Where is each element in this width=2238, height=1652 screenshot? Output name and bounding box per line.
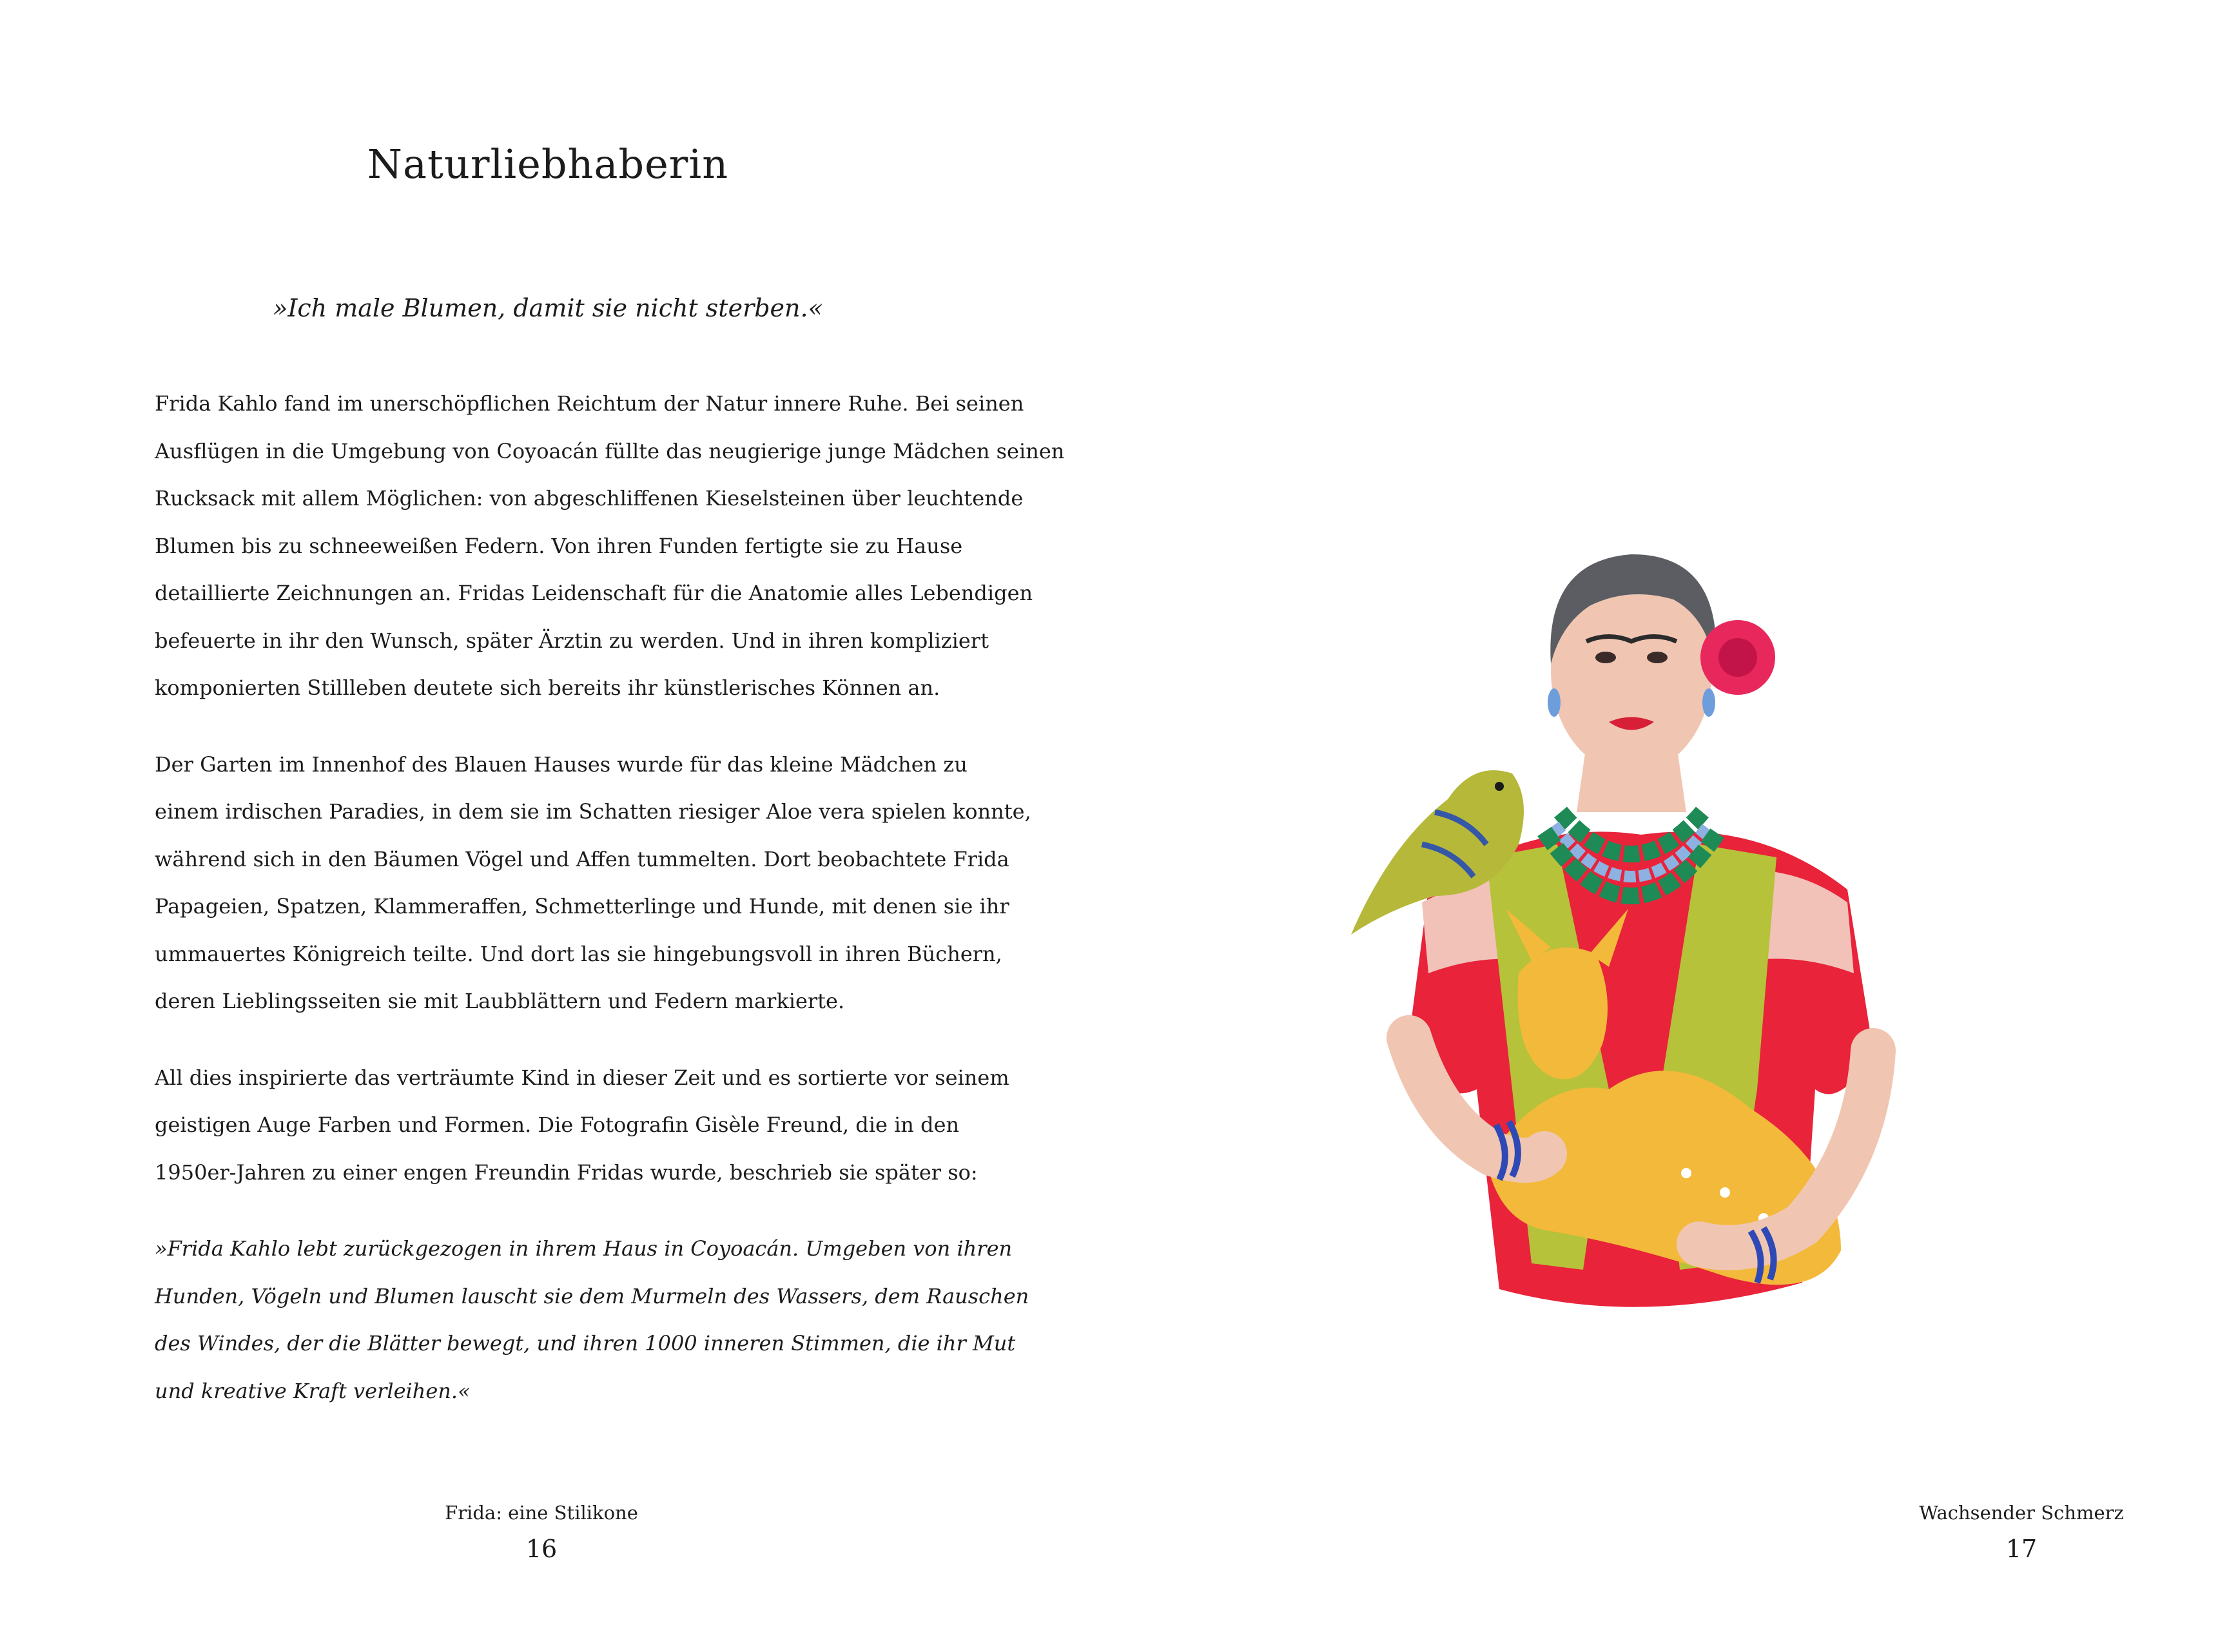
text-line: Hunden, Vögeln und Blumen lauscht sie dem Murmeln des Wassers, dem Rauschen — [155, 1283, 1029, 1308]
text-line: deren Lieblingsseiten sie mit Laubblättern und Federn markierte. — [155, 989, 845, 1013]
text-line: Rucksack mit allem Möglichen: von abgeschliffenen Kieselsteinen über leuchtende — [155, 486, 1024, 510]
paragraph — [155, 741, 1031, 1025]
text-line: Blumen bis zu schneeweißen Federn. Von ihren Funden fertigte sie zu Hause — [155, 533, 963, 558]
paragraph — [155, 380, 1065, 712]
text-line: des Windes, der die Blätter bewegt, und ihren 1000 inneren Stimmen, die ihr Mut — [155, 1331, 1016, 1356]
right-footer — [1828, 1499, 2215, 1568]
text-line: »Frida Kahlo lebt zurückgezogen in ihrem Haus in Coyoacán. Umgeben von ihren — [155, 1236, 1013, 1261]
left-footer — [348, 1499, 735, 1568]
text-line: geistigen Auge Farben und Formen. Die Fotografin Gisèle Freund, die in den — [155, 1113, 960, 1137]
text-line: detaillierte Zeichnungen an. Fridas Leidenschaft für die Anatomie alles Lebendigen — [155, 581, 1033, 605]
text-line: während sich in den Bäumen Vögel und Affen tummelten. Dort beobachtete Frida — [155, 846, 1009, 871]
paragraph — [155, 1054, 1009, 1197]
text-line: und kreative Kraft verleihen.« — [155, 1378, 471, 1403]
page-number: 17 — [2005, 1535, 2038, 1563]
text-line: einem irdischen Paradies, in dem sie im Schatten riesiger Aloe vera spielen konnte, — [155, 799, 1031, 824]
text-line: Der Garten im Innenhof des Blauen Hauses wurde für das kleine Mädchen zu — [155, 752, 968, 777]
page-title: Naturliebhaberin — [367, 141, 729, 188]
running-title: Frida: eine Stilikone — [445, 1502, 638, 1524]
text-line: 1950er-Jahren zu einer engen Freundin Fridas wurde, beschrieb sie später so: — [155, 1160, 978, 1185]
text-line: Papageien, Spatzen, Klammeraffen, Schmetterlinge und Hunde, mit denen sie ihr — [155, 894, 1009, 918]
block-quote — [155, 1225, 1029, 1415]
text-line: All dies inspirierte das verträumte Kind in dieser Zeit und es sortierte vor seinem — [155, 1065, 1009, 1090]
running-title: Wachsender Schmerz — [1919, 1502, 2124, 1524]
text-line: Ausflügen in die Umgebung von Coyoacán füllte das neugierige junge Mädchen seinen — [155, 438, 1065, 463]
text-line: ummauertes Königreich teilte. Und dort las sie hingebungsvoll in ihren Büchern, — [155, 941, 1002, 966]
epigraph-quote: »Ich male Blumen, damit sie nicht sterben.« — [273, 294, 823, 322]
text-line: befeuerte in ihr den Wunsch, später Ärztin zu werden. Und in ihren kompliziert — [155, 628, 989, 653]
text-line: komponierten Stillleben deutete sich bereits ihr künstlerisches Können an. — [155, 675, 940, 700]
right-page — [1119, 0, 2238, 1652]
page-number: 16 — [525, 1535, 558, 1563]
text-line: Frida Kahlo fand im unerschöpflichen Reichtum der Natur innere Ruhe. Bei seinen — [155, 391, 1024, 416]
body-text — [155, 380, 1065, 1444]
portrait-illustration-icon — [1338, 509, 1918, 1463]
